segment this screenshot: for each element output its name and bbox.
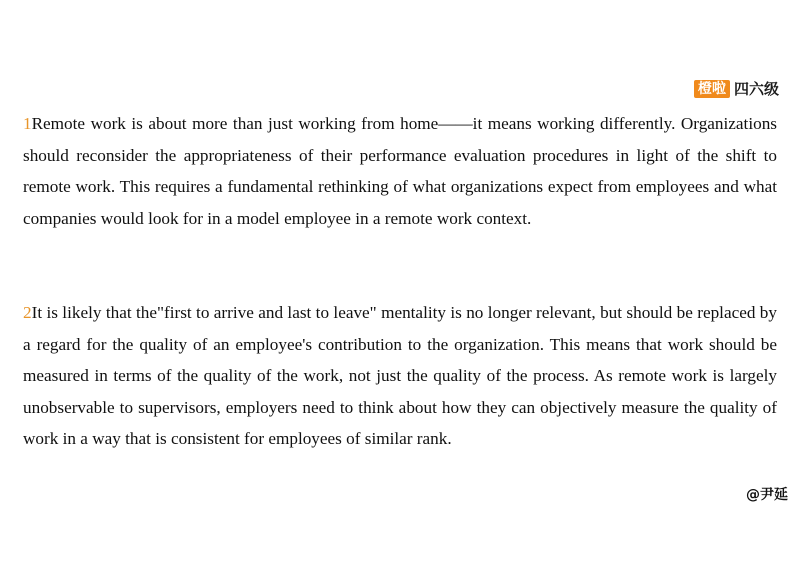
paragraph-number: 1 — [23, 114, 32, 133]
brand-badge: 橙啦 — [694, 80, 730, 98]
brand-text: 四六级 — [733, 80, 779, 98]
paragraph-2 — [23, 297, 777, 455]
author-signature: @尹延 — [746, 487, 788, 503]
paragraph-text: Remote work is about more than just working from home——it means working differently. Organizations should reconsider the appropriateness of their performance evaluation procedures in light of the shift to remote work. This requires a fundamental rethinking of what organizations expect from employees and what companies would look for in a model employee in a remote work context. — [23, 114, 777, 228]
paragraph-1 — [23, 108, 777, 234]
paragraph-text: It is likely that the"first to arrive and last to leave" mentality is no longer relevant, but should be replaced by a regard for the quality of an employee's contribution to the organization. This means that work should be measured in terms of the quality of the work, not just the quality of the process. As remote work is largely unobservable to supervisors, employers need to think about how they can objectively measure the quality of work in a way that is consistent for employees of similar rank. — [23, 303, 777, 448]
brand-logo — [694, 80, 779, 98]
paragraph-number: 2 — [23, 303, 32, 322]
